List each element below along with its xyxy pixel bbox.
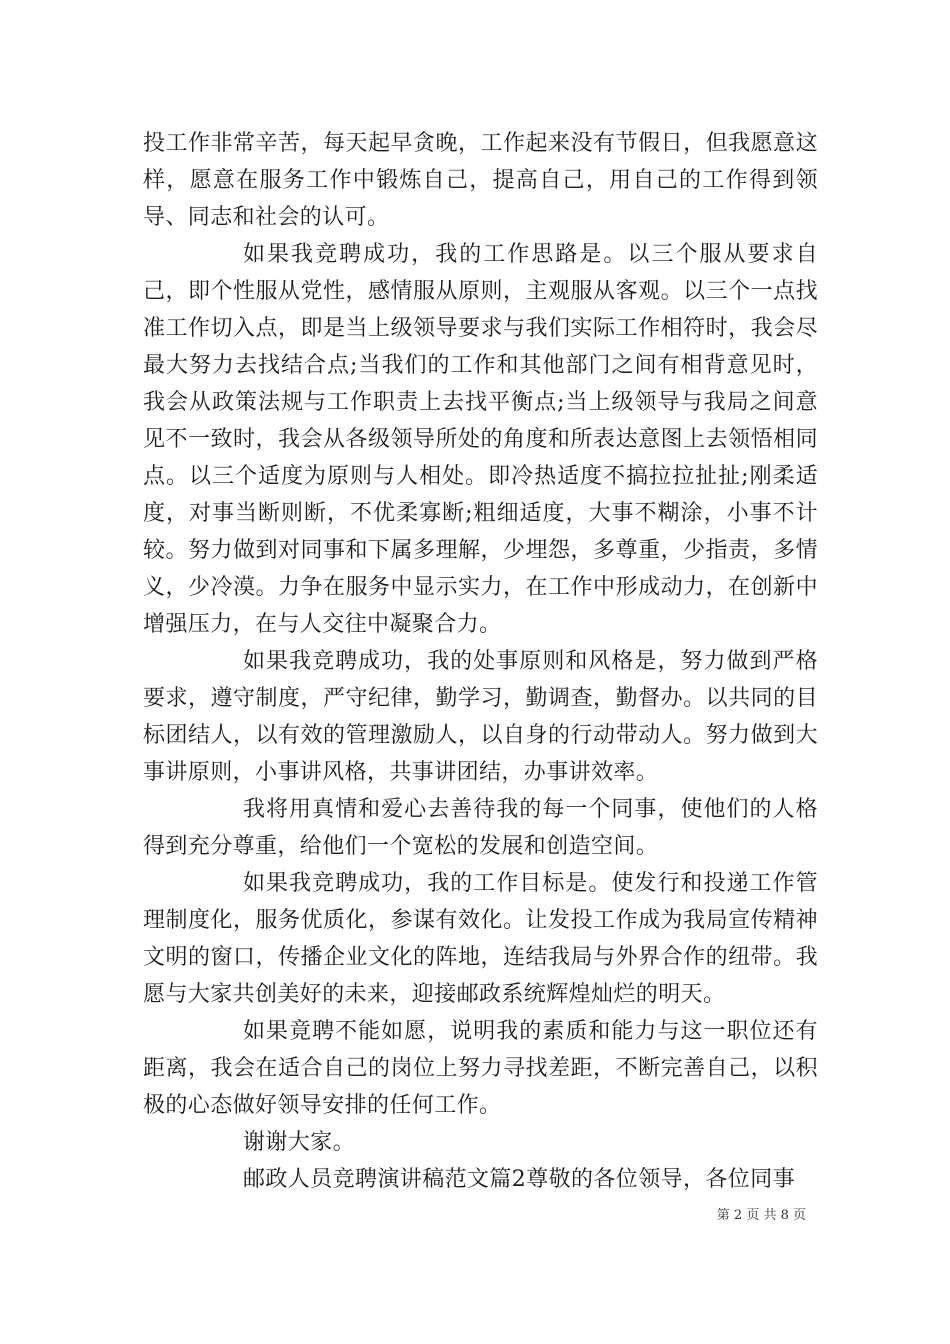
document-body <box>143 125 818 1198</box>
paragraph-5: 如果我竞聘成功，我的工作目标是。使发行和投递工作管理制度化，服务优质化，参谋有效化。让发投工作成为我局宣传精神文明的窗口，传播企业文化的阵地，连结我局与外界合作的纽带。我愿与大家共创美好的未来，迎接邮政系统辉煌灿烂的明天。 <box>143 871 818 1007</box>
paragraph-7: 谢谢大家。 <box>243 1130 356 1155</box>
paragraph-4: 我将用真情和爱心去善待我的每一个同事，使他们的人格得到充分尊重，给他们一个宽松的发展和创造空间。 <box>143 797 818 859</box>
paragraph-6: 如果竟聘不能如愿，说明我的素质和能力与这一职位还有距离，我会在适合自己的岗位上努力寻找差距，不断完善自己，以积极的心态做好领导安排的任何工作。 <box>143 1019 818 1118</box>
paragraph-3: 如果我竞聘成功，我的处事原则和风格是，努力做到严格要求，遵守制度，严守纪律，勤学习，勤调查，勤督办。以共同的目标团结人，以有效的管理激励人，以自身的行动带动人。努力做到大事讲原则，小事讲风格，共事讲团结，办事讲效率。 <box>143 649 818 785</box>
paragraph-8: 邮政人员竞聘演讲稿范文篇2尊敬的各位领导，各位同事 <box>243 1167 795 1192</box>
paragraph-1: 投工作非常辛苦，每天起早贪晚，工作起来没有节假日，但我愿意这样，愿意在服务工作中锻炼自己，提高自己，用自己的工作得到领导、同志和社会的认可。 <box>143 131 818 230</box>
paragraph-2: 如果我竞聘成功，我的工作思路是。以三个服从要求自己，即个性服从党性，感情服从原则，主观服从客观。以三个一点找准工作切入点，即是当上级领导要求与我们实际工作相符时，我会尽最大努力去找结合点;当我们的工作和其他部门之间有相背意见时，我会从政策法规与工作职责上去找平衡点;当上级领导与我局之间意见不一致时，我会从各级领导所处的角度和所表达意图上去领悟相同点。以三个适度为原则与人相处。即冷热适度不搞拉拉扯扯;刚柔适度，对事当断则断，不优柔寡断;粗细适度，大事不糊涂，小事不计较。努力做到对同事和下属多理解，少埋怨，多尊重，少指责，多情义，少冷漠。力争在服务中显示实力，在工作中形成动力，在创新中增强压力，在与人交往中凝聚合力。 <box>143 242 818 637</box>
page-number-footer: 第 2 页 共 8 页 <box>716 1208 806 1223</box>
